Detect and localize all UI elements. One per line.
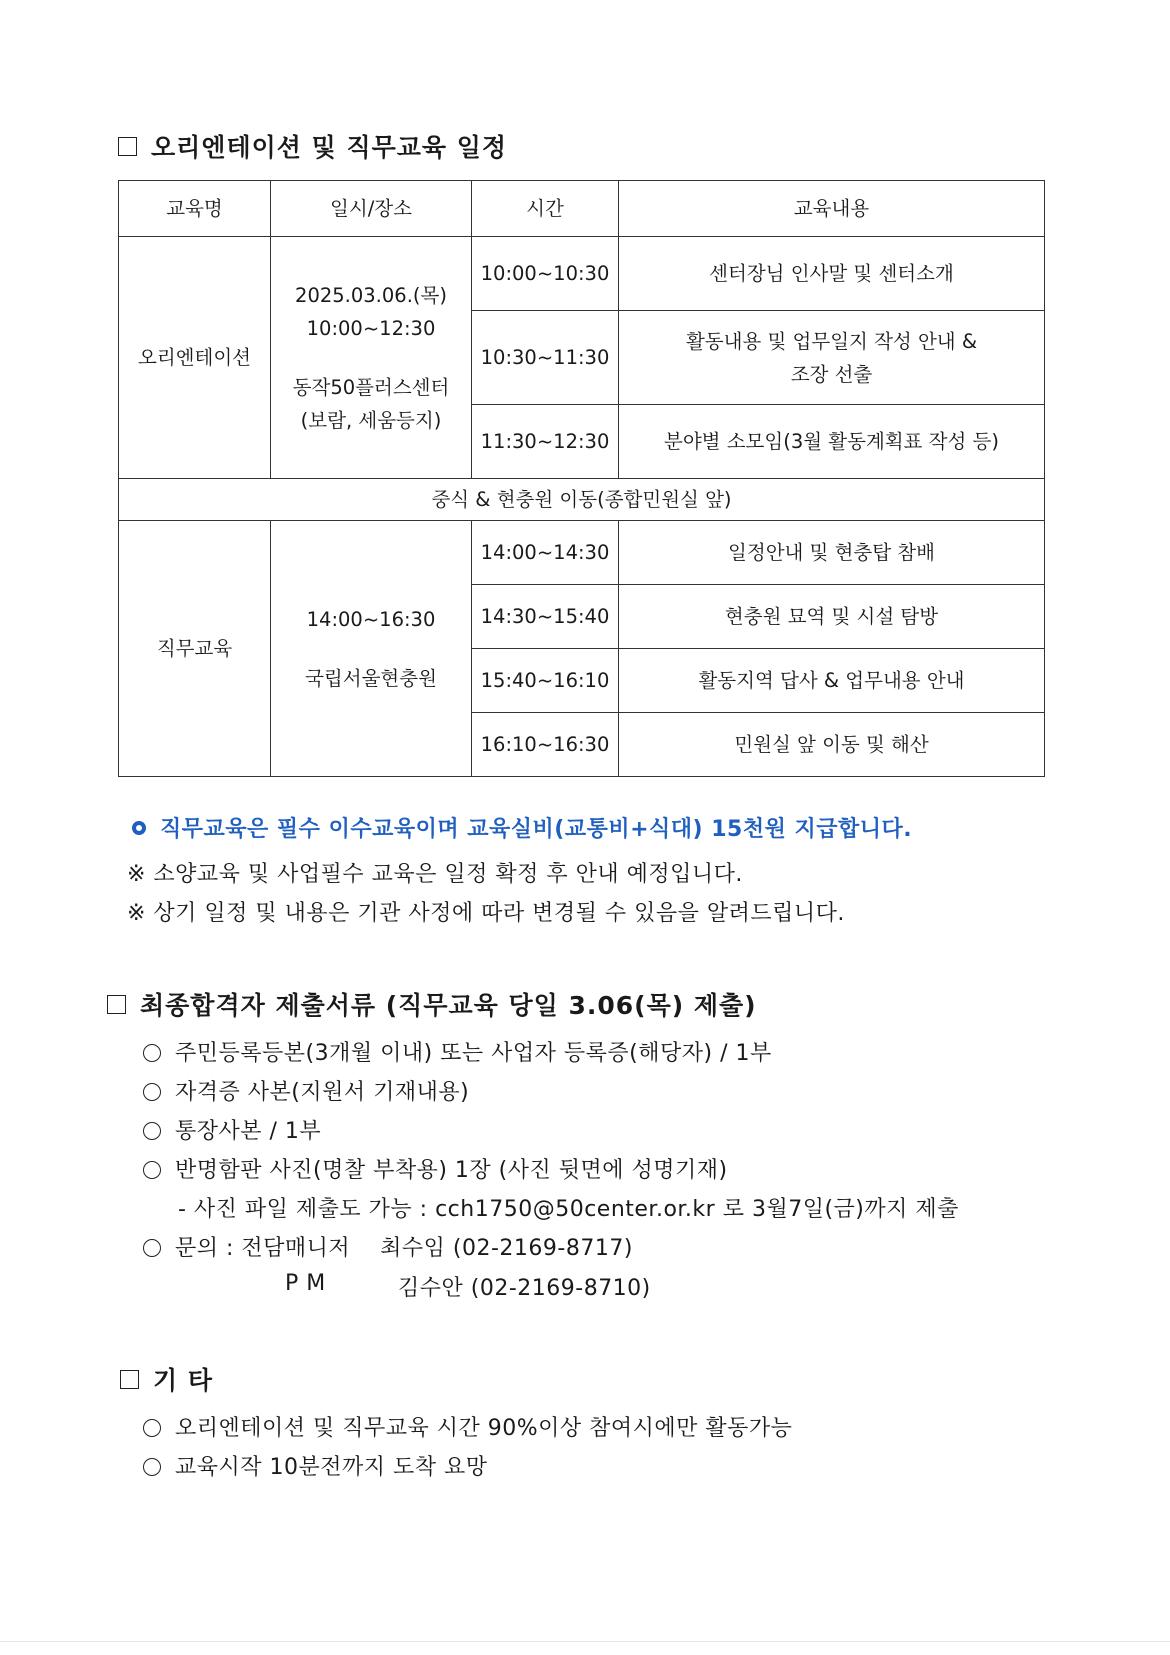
checkbox-square-icon [120, 1370, 139, 1389]
time-cell: 10:30~11:30 [472, 311, 619, 405]
job-training-time-range: 14:00~16:30 [306, 607, 436, 631]
content-cell: 센터장님 인사말 및 센터소개 [619, 237, 1045, 311]
content-cell [619, 311, 1045, 405]
list-item [143, 1114, 321, 1145]
section-schedule-title-text: 오리엔테이션 및 직무교육 일정 [151, 133, 508, 162]
header-time: 시간 [472, 181, 619, 237]
content-cell: 일정안내 및 현충탑 참배 [619, 521, 1045, 585]
note-line: ※ 소양교육 및 사업필수 교육은 일정 확정 후 안내 예정입니다. [127, 862, 743, 887]
orientation-place: 동작50플러스센터 [292, 375, 450, 399]
orientation-name-cell: 오리엔테이션 [119, 237, 271, 479]
list-item [143, 1153, 728, 1184]
job-training-date-place-cell [271, 521, 472, 777]
contact-pm-label: P M [285, 1271, 326, 1296]
checkbox-square-icon [118, 137, 137, 156]
time-cell: 14:30~15:40 [472, 585, 619, 649]
list-item [143, 1411, 792, 1442]
list-item [143, 1075, 469, 1106]
orientation-place-detail: (보람, 세움등지) [300, 408, 442, 432]
schedule-table [118, 180, 1045, 777]
circle-bullet-icon [143, 1239, 161, 1257]
orientation-date-place-cell [271, 237, 472, 479]
circle-bullet-icon [143, 1083, 161, 1101]
content-cell: 민원실 앞 이동 및 해산 [619, 713, 1045, 777]
time-cell: 10:00~10:30 [472, 237, 619, 311]
orientation-time-range: 10:00~12:30 [306, 316, 436, 340]
checkbox-square-icon [107, 995, 126, 1014]
header-date-place: 일시/장소 [271, 181, 472, 237]
table-row [119, 237, 1045, 311]
section-schedule-title [118, 128, 507, 164]
contact-manager: 최수임 (02-2169-8717) [380, 1236, 633, 1261]
table-header-row [119, 181, 1045, 237]
list-item [143, 1036, 772, 1067]
section-etc-title [120, 1361, 213, 1397]
section-documents-title-text: 최종합격자 제출서류 (직무교육 당일 3.06(목) 제출) [140, 991, 757, 1020]
circle-bullet-icon [143, 1122, 161, 1140]
content-line: 활동내용 및 업무일지 작성 안내 & [685, 329, 978, 353]
job-training-place: 국립서울현충원 [305, 666, 437, 690]
photo-file-sub-item: - 사진 파일 제출도 가능 : cch1750@50center.or.kr 로 3월7일(금)까지 제출 [178, 1197, 959, 1222]
list-item-text: 주민등록등본(3개월 이내) 또는 사업자 등록증(해당자) / 1부 [175, 1041, 772, 1066]
orientation-date: 2025.03.06.(목) [295, 283, 447, 307]
job-training-name-cell: 직무교육 [119, 521, 271, 777]
list-item-text: 통장사본 / 1부 [175, 1119, 322, 1144]
section-etc-title-text: 기 타 [153, 1366, 214, 1395]
bullet-circle-icon [132, 821, 146, 835]
time-cell: 14:00~14:30 [472, 521, 619, 585]
content-cell: 활동지역 답사 & 업무내용 안내 [619, 649, 1045, 713]
header-content: 교육내용 [619, 181, 1045, 237]
list-item-text: 교육시작 10분전까지 도착 요망 [175, 1455, 488, 1480]
list-item [143, 1450, 488, 1481]
contact-item [143, 1231, 633, 1262]
circle-bullet-icon [143, 1161, 161, 1179]
list-item-text: 반명함판 사진(명찰 부착용) 1장 (사진 뒷면에 성명기재) [175, 1158, 728, 1183]
contact-label: 문의 : 전담매니저 [175, 1236, 351, 1261]
highlight-note [132, 812, 912, 843]
section-documents-title [107, 986, 757, 1022]
time-cell: 11:30~12:30 [472, 405, 619, 479]
break-row [119, 479, 1045, 521]
time-cell: 15:40~16:10 [472, 649, 619, 713]
page-bottom-rule [0, 1641, 1170, 1642]
content-line: 조장 선출 [790, 362, 873, 386]
circle-bullet-icon [143, 1044, 161, 1062]
circle-bullet-icon [143, 1458, 161, 1476]
contact-pm: 김수안 (02-2169-8710) [398, 1276, 651, 1301]
list-item-text: 자격증 사본(지원서 기재내용) [175, 1080, 470, 1105]
break-row-cell: 중식 & 현충원 이동(종합민원실 앞) [119, 479, 1045, 521]
note-line: ※ 상기 일정 및 내용은 기관 사정에 따라 변경될 수 있음을 알려드립니다. [127, 901, 845, 926]
table-row [119, 521, 1045, 585]
time-cell: 16:10~16:30 [472, 713, 619, 777]
content-cell: 현충원 묘역 및 시설 탐방 [619, 585, 1045, 649]
content-cell: 분야별 소모임(3월 활동계획표 작성 등) [619, 405, 1045, 479]
list-item-text: 오리엔테이션 및 직무교육 시간 90%이상 참여시에만 활동가능 [175, 1416, 793, 1441]
header-course-name: 교육명 [119, 181, 271, 237]
circle-bullet-icon [143, 1419, 161, 1437]
highlight-note-text: 직무교육은 필수 이수교육이며 교육실비(교통비+식대) 15천원 지급합니다. [160, 817, 913, 842]
